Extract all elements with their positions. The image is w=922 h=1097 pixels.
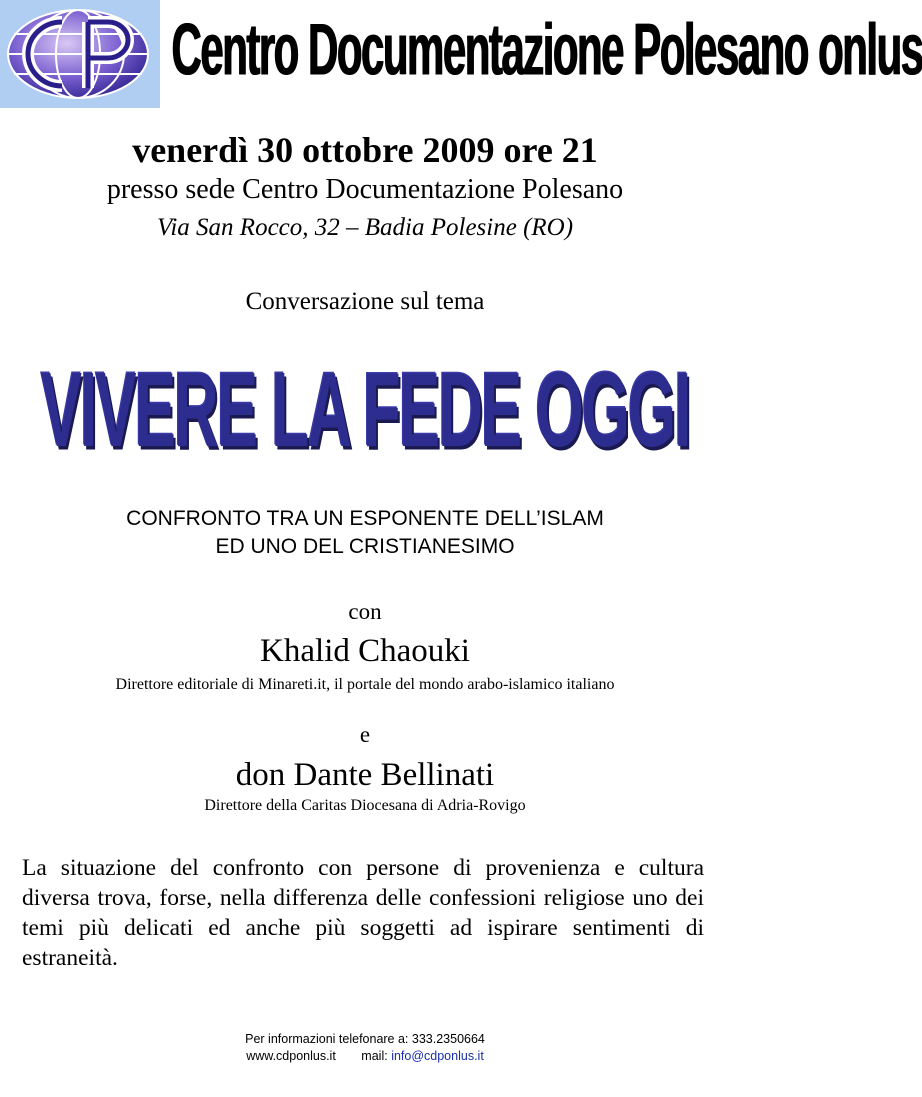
mail-label: mail:	[361, 1049, 388, 1063]
speaker-name-1: Khalid Chaouki	[260, 633, 470, 669]
with-label: con	[348, 599, 382, 624]
event-venue: presso sede Centro Documentazione Polesano	[106, 174, 624, 205]
event-address: Via San Rocco, 32 – Badia Polesine (RO)	[156, 214, 574, 241]
cdp-logo	[0, 0, 160, 108]
event-title: VIVERE LA FEDE OGGI	[40, 352, 690, 470]
speaker-name-2: don Dante Bellinati	[235, 757, 495, 793]
event-description: La situazione del confronto con persone di provenienza e cultura diversa trova, forse, nella differenza delle confessioni religiose uno dei temi più delicati ed anche più soggetti ad ispirare sentimenti di estraneità.	[22, 855, 704, 971]
website-link[interactable]: www.cdponlus.it	[246, 1049, 336, 1063]
event-subtitle	[0, 505, 730, 561]
subtitle-line-2: ED UNO DEL CRISTIANESIMO	[215, 535, 515, 558]
email-link[interactable]: info@cdponlus.it	[391, 1049, 484, 1063]
organization-name: Centro Documentazione Polesano onlus	[171, 8, 922, 91]
cdp-globe-logo-icon	[0, 0, 160, 108]
speaker-role-2: Direttore della Caritas Diocesana di Adria-Rovigo	[204, 797, 526, 814]
subtitle-line-1: CONFRONTO TRA UN ESPONENTE DELL’ISLAM	[126, 507, 604, 530]
event-intro: Conversazione sul tema	[245, 288, 485, 315]
and-label: e	[359, 722, 371, 747]
speaker-role-1: Direttore editoriale di Minareti.it, il portale del mondo arabo-islamico italiano	[115, 676, 615, 693]
event-date-time: venerdì 30 ottobre 2009 ore 21	[132, 130, 598, 170]
footer-contacts	[0, 1048, 730, 1065]
footer-info: Per informazioni telefonare a: 333.2350664	[245, 1032, 485, 1046]
